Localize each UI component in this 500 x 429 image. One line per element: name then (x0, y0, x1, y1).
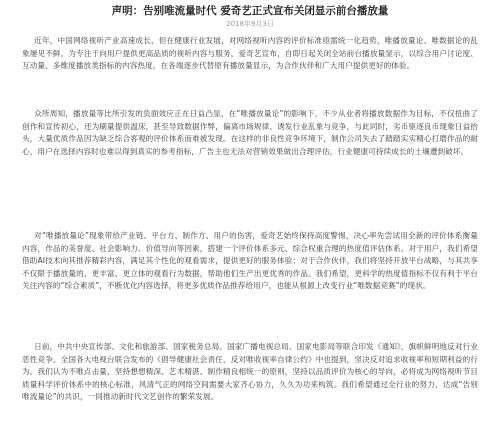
publish-date: 2018年9月3日 (226, 20, 274, 28)
article-paragraph-4: 日前，中共中央宣传部、文化和旅游部、国家税务总局、国家广播电视总局、国家电影局等联合印发《通知》，旗帜鲜明地反对行业恶性竞争。全国各大电视台联合发布的《倡导健康社会责任，反对唯收视率自律公约》中也提到，坚决反对追求收视率和短期利益的行为。我们认为不唯点击量，坚持想想精深、艺术精湛、制作精良相统一的原则，坚持以品质评价为核心的导向，必将成为网络视听节目质量科学评价体系中的核心标准，风清气正的网络空间需要大家齐心协力，久久为功来构筑。我们希望通过全行业的努力，达成“告别唯流量论”的共识，一同推动新时代文艺创作的繁荣发展。 (22, 342, 478, 402)
article-paragraph-2: 众所周知，播放量等比所引发的负面效应正在日益凸显，在“唯播放量论”的影响下，不少从业者将播放数据作为目标，不仅扭曲了创作和宣传初心，还为刷量提供温床，甚至导致数据作弊，偏离市场规律、诱发行业乱象与竞争，与此同时，劣币驱逐良币现象日益抬头，大量优质作品因为缺乏综合客观的评价体系而难被发现。在这样的非良性竞争环境下，制作公司失去了踏踏实实精心打磨作品的耐心，用户在选择内容时也难以得到真实的参考指标，广告主也无法对营销效果做出合理评估，行业健康可持续成长的土壤遭到破坏。 (22, 109, 478, 156)
article-paragraph-3: 对“唯播放量论”现象带给产业链、平台方、制作方、用户的伤害，爱奇艺始终保持高度警惕，决心率先尝试用全新的评价体系衡量内容，作品的美誉度、社会影响力、价值导向等因素，搭建一个评价体系多元、综合权重合理的热度值评估体系。对于用户，我们希望借助AI技术向其推荐精彩内容，满足其个性化的观看需求，提供更好的服务体验；对于合作伙伴，我们将坚持开放平台战略，与其共享不仅限于播放量的、更丰富、更立体的观看行为数据，帮助他们生产出更优秀的作品。我们希望，更科学的热度值指标不仅有利于平台关注内容的“综合素质”，不断优化内容选择，将更多优质作品推荐给用户，也能从根源上改变行业“唯数据竞赛”的现状。 (22, 231, 478, 291)
article-title: 声明：告别唯流量时代 爱奇艺正式宣布关闭显示前台播放量 (111, 5, 389, 17)
article-paragraph-1: 近年，中国网络视听产业高速成长，但在健康行业发展，对网络视听内容的评价标准亟需统一化趋势，唯播放量论、唯数据论的乱象屡见不鲜。为专注于向用户提供更高品质的视听内容与服务，爱奇艺宣布，自即日起关闭全站前台播放量显示，以综合用户讨论度、互动量、多维度播放类指标的内容热度，在各端逐步代替原有播放量显示，为合作伙伴和广大用户提供更好的体验。 (22, 36, 478, 71)
